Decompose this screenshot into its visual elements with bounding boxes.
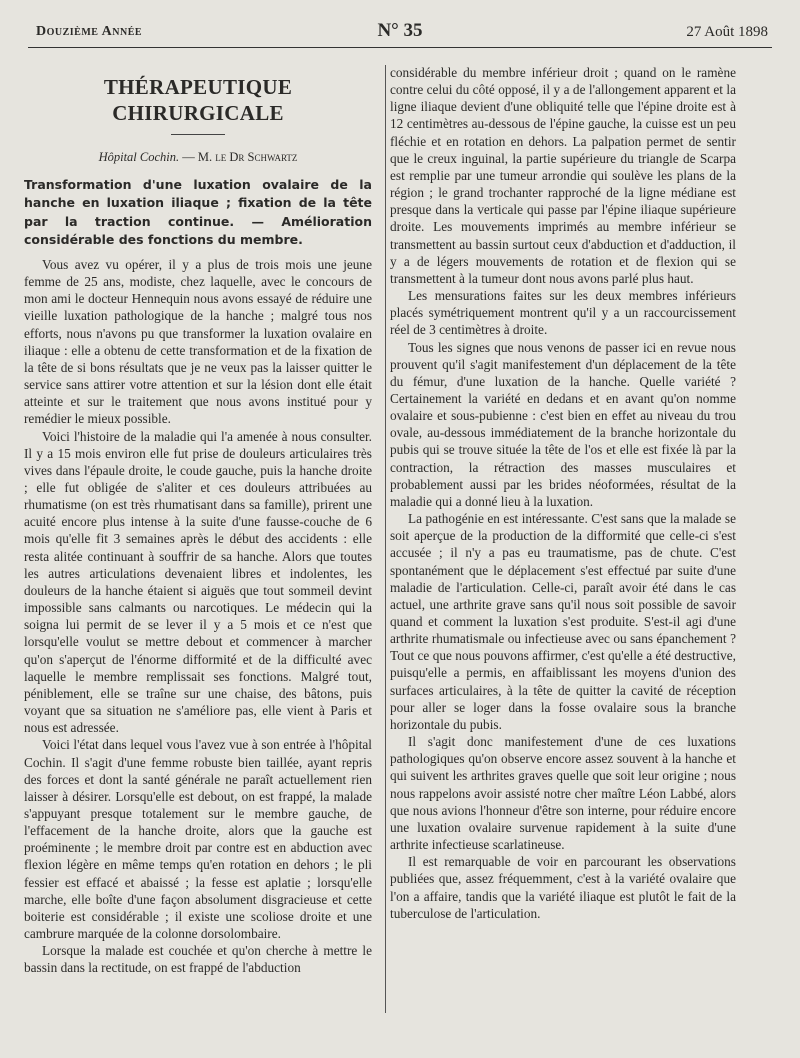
byline-place: Hôpital Cochin. <box>98 150 180 164</box>
paragraph: Vous avez vu opérer, il y a plus de trois mois une jeune femme de 25 ans, modiste, chez laquelle, avec le concours de mon ami le docteur Hennequin nous avons essayé de réduire une vieille luxation pathologique de la hanche ; malgré tous nos efforts, nous n'avons pu que transformer la luxation ovalaire en iliaque : elle a obtenu de cette transformation et de la fixation de la tête de si bons résultats que je ne veux pas la laisser quitter le service sans attirer votre attention et sur la lésion dont elle était atteinte et sur le traitement que nous avons institué pour y remédier le mieux possible. <box>24 256 372 427</box>
title-rule <box>171 134 225 135</box>
paragraph: Lorsque la malade est couchée et qu'on cherche à mettre le bassin dans la rectitude, on est frappé de l'abduction <box>24 943 372 976</box>
paragraph-continuation: considérable du membre inférieur droit ; quand on le ramène contre celui du côté opposé, il y a de l'allongement apparent et la ligne iliaque devient d'une obliquité telle que l'épine droite est à 12 centimètres au-dessous de l'épine gauche, la cuisse est un peu fléchie et en rotation en dehors. La palpation permet de sentir que le creux inguinal, la partie supérieure du triangle de Scarpa est remplie par une tumeur arrondie qui soulève les plans de la région ; le grand trochanter rapproché de la ligne médiane est presque dans la verticale qui passe par l'épine iliaque supérieure droite. Les mouvements imprimés au membre inférieur se transmettent au bassin surtout ceux d'abduction et d'adduction, il y a de légers mouvements de rotation et de flexion qui se transmettent à la tumeur dont nous avons parlé plus haut. <box>390 65 736 286</box>
left-column <box>24 64 372 977</box>
paragraph: Tous les signes que nous venons de passer ici en revue nous prouvent qu'il s'agit manifestement d'un déplacement de la tête du fémur, d'une luxation de la hanche. Quelle variété ? Certainement la variété en dedans et en avant qu'on nomme ovalaire et sous-pubienne : c'est bien en effet au niveau du trou ovale, au-dessous immédiatement de la branche horizontale du pubis qui se trouve située la tête de l'os et elle est fixée là par la contraction, la rétraction des masses musculaires et probablement aussi par les brides néoformées, résultat de la maladie qui a donné lieu à la luxation. <box>390 339 736 509</box>
paragraph: Voici l'état dans lequel vous l'avez vue à son entrée à l'hôpital Cochin. Il s'agit d'une femme robuste bien taillée, ayant repris des forces et dont la santé générale ne paraît actuellement rien laisser à désirer. Lorsqu'elle est debout, on est frappé, la malade s'appuyant presque totalement sur le membre gauche, de l'effacement de la hanche droite, alors que la gauche est proéminente ; le membre droit par contre est en abduction avec flexion légère en même temps qu'en rotation en dehors ; le pli fessier est effacé et abaissé ; la fesse est aplatie ; lorsqu'elle marche, elle boîte d'une façon absolument disgracieuse et cette boiterie est considérable ; il existe une scoliose droite et une cambrure marquée de la colonne dorsolombaire. <box>24 737 372 942</box>
paragraph: Il est remarquable de voir en parcourant les observations publiées que, assez fréquemment, c'est à la variété ovalaire que l'on a affaire, tandis que la variété iliaque est plutôt le fait de la tuberculose de l'articulation. <box>390 854 736 921</box>
paragraph: Les mensurations faites sur les deux membres inférieurs placés symétriquement montrent qu'il y a un raccourcissement réel de 3 centimètres à droite. <box>390 288 736 338</box>
column-divider <box>385 65 386 1013</box>
byline <box>24 149 372 166</box>
article-subheading: Transformation d'une luxation ovalaire de la hanche en luxation iliaque ; fixation de la tête par la traction continue. — Amélioration considérable des fonctions du membre. <box>24 177 372 247</box>
byline-author: — M. le Dr Schwartz <box>182 150 298 164</box>
header-rule <box>28 47 772 48</box>
paragraph: Il s'agit donc manifestement d'une de ces luxations pathologiques qu'on observe encore assez souvent à la hanche et qui suivent les arthrites graves quelle que soit leur origine ; nous nous rappelons avoir assisté notre cher maître Léon Labbé, alors que nous avions l'honneur d'être son interne, pour réduire encore une luxation ovalaire survenue rapidement à la suite d'une arthrite infectieuse scarlatineuse. <box>390 734 736 853</box>
issue-date: 27 Août 1898 <box>686 24 768 40</box>
paragraph: Voici l'histoire de la maladie qui l'a amenée à nous consulter. Il y a 15 mois environ elle fut prise de douleurs articulaires très vives dans l'épaule droite, le coude gauche, puis la hanche droite ; elle fut obligée de s'aliter et ces douleurs attribuées au rhumatisme (on est très rhumatisant dans sa famille), prirent une acuité encore plus intense à la suite d'une fausse-couche de 6 mois qu'elle fit 3 semaines après le début des accidents : elle resta alitée continuant à souffrir de sa hanche. Alors que toutes les autres articulations devenaient libres et indolentes, les douleurs de la hanche étaient si aiguës que tout sommeil devint impossible sans calmants ou narcotiques. Le médecin qui la soigna lui permit de se lever il y a 5 mois et ce n'est que lorsqu'elle voulut se mettre debout et commencer à marcher qu'on s'aperçut de l'énorme difformité et de la difficulté avec laquelle le membre remplissait ses fonctions. Malgré tout, péniblement, elle se traîne sur une chaise, des bâtons, puis voyant que sa situation ne s'améliore pas, elle vient à Paris et nous est adressée. <box>24 428 372 736</box>
right-column <box>390 64 736 922</box>
issue-number: N° 35 <box>377 20 423 41</box>
running-header <box>28 20 772 48</box>
volume-label: Douzième Année <box>36 24 143 39</box>
paragraph: La pathogénie en est intéressante. C'est sans que la malade se soit aperçue de la production de la difformité que celle-ci s'est accusée ; il n'y a pas eu traumatisme, pas de chute. C'est spontanément que le déplacement s'est effectué par suite d'une maladie de l'articulation. Celle-ci, paraît avoir été dans le cas actuel, une arthrite grave sans qu'il nous soit possible de savoir quand et comment la luxation s'est produite. S'est-il agi d'une arthrite rhumatismale ou infectieuse avec ou sans épanchement ? Tout ce que nous pouvons affirmer, c'est qu'elle a été destructive, puisqu'elle a permis, en affaiblissant les moyens d'union des surfaces articulaires, à la tête de quitter la cavité de réception pour aller se loger dans la fosse ovalaire sous la branche horizontale du pubis. <box>390 511 736 732</box>
section-title: THÉRAPEUTIQUE CHIRURGICALE <box>103 75 293 125</box>
